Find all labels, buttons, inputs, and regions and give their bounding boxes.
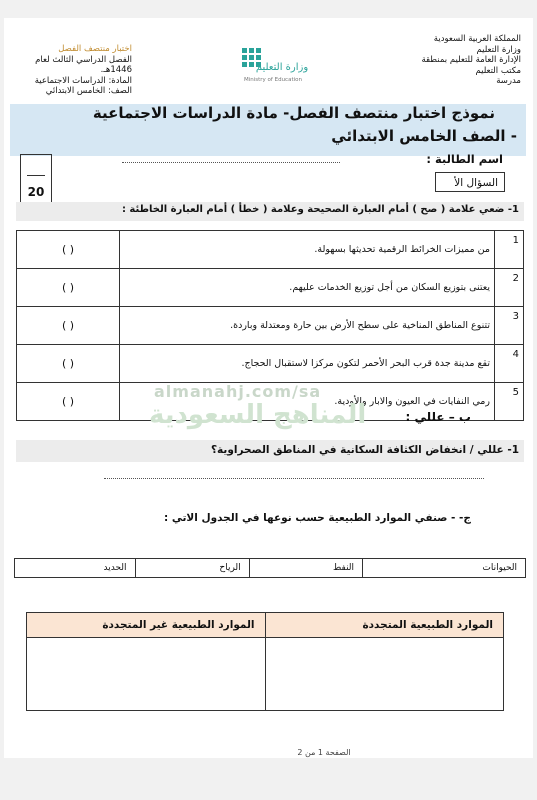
header-right (371, 34, 521, 87)
table-row (15, 559, 526, 578)
table-row (27, 638, 504, 711)
watermark-arabic: المناهج السعودية (149, 400, 367, 430)
statement-number: 1 (495, 231, 524, 269)
statement-text: رمي النفايات في العيون والابار والأودية. (120, 383, 495, 421)
answer-blank[interactable]: ( ) (17, 383, 120, 421)
ministry-logo (232, 46, 314, 86)
statement-text: تقع مدينة جدة قرب البحر الأحمر لتكون مركزا لاستقبال الحجاج. (120, 345, 495, 383)
header-left-line: 1446هـ. (100, 65, 132, 76)
student-name-field[interactable] (122, 162, 340, 163)
statement-number: 3 (495, 307, 524, 345)
header-left-line: اختبار منتصف الفصل (58, 44, 132, 54)
renewable-header: الموارد الطبيعية المتجددة (265, 613, 504, 638)
page-subtitle: - الصف الخامس الابتدائي (331, 127, 517, 145)
header-left-line: المادة: الدراسات الاجتماعية (34, 75, 132, 86)
answer-blank[interactable]: ( ) (17, 307, 120, 345)
header-left (12, 44, 132, 97)
page-number: الصفحة 1 من 2 (297, 748, 351, 757)
header-right-line: مدرسة (496, 76, 521, 87)
page-title: نموذج اختبار منتصف الفصل- مادة الدراسات الاجتماعية (92, 104, 495, 122)
resource-item: الحيوانات (363, 559, 526, 578)
resource-items-table (14, 558, 526, 578)
q1-instruction: 1- ضعي علامة ( صح ) أمام العبارة الصحيحة وعلامة ( خطأ ) أمام العبارة الخاطئة : (121, 204, 519, 215)
score-box (20, 154, 52, 208)
section-b-title: ب – عللي : (405, 410, 471, 424)
header-right-line: المملكة العربية السعودية (433, 34, 521, 44)
statement-text: تتنوع المناطق المناخية على سطح الأرض بين حارة ومعتدلة وباردة. (120, 307, 495, 345)
table-row (17, 307, 524, 345)
student-name-label: اسم الطالبة : (426, 152, 503, 166)
header-right-line: مكتب التعليم (475, 65, 521, 76)
table-header-row (27, 613, 504, 638)
answer-blank[interactable]: ( ) (17, 269, 120, 307)
statement-text: من مميزات الخرائط الرقمية تحديثها بسهولة. (120, 231, 495, 269)
nonrenewable-answer-cell[interactable] (27, 638, 266, 711)
section-c-title: ج- - صنفي الموارد الطبيعية حسب نوعها في الجدول الاتي : (163, 512, 471, 524)
table-row (17, 269, 524, 307)
svg-text:Ministry of Education: Ministry of Education (243, 77, 303, 83)
watermark-latin: almanahj.com/sa (154, 382, 322, 401)
resource-item: الرياح (135, 559, 249, 578)
statement-number: 5 (495, 383, 524, 421)
header-right-line: وزارة التعليم (476, 44, 521, 55)
b1-answer-line[interactable] (104, 478, 484, 479)
resource-item: النفط (249, 559, 362, 578)
b1-question: 1- عللي / انخفاض الكثافة السكانية في المناطق الصحراوية؟ (210, 444, 519, 456)
table-row (17, 345, 524, 383)
answer-blank[interactable]: ( ) (17, 231, 120, 269)
svg-text:وزارة التعليم: وزارة التعليم (255, 62, 309, 73)
header-left-line: الصف: الخامس الابتدائي (45, 86, 132, 97)
resource-item: الحديد (15, 559, 136, 578)
exam-page (4, 18, 533, 758)
statement-number: 4 (495, 345, 524, 383)
nonrenewable-header: الموارد الطبيعية غير المتجددة (27, 613, 266, 638)
classification-table (26, 612, 504, 711)
header-right-line: الإدارة العامة للتعليم بمنطقة (421, 55, 521, 66)
header-left-line: الفصل الدراسي الثالث لعام (35, 54, 132, 65)
table-row (17, 231, 524, 269)
statement-number: 2 (495, 269, 524, 307)
answer-blank[interactable]: ( ) (17, 345, 120, 383)
score-divider (27, 175, 45, 176)
question-label: السؤال الأ (435, 172, 505, 192)
renewable-answer-cell[interactable] (265, 638, 504, 711)
score-total: 20 (27, 185, 45, 199)
statement-text: يعتنى بتوزيع السكان من أجل توزيع الخدمات عليهم. (120, 269, 495, 307)
